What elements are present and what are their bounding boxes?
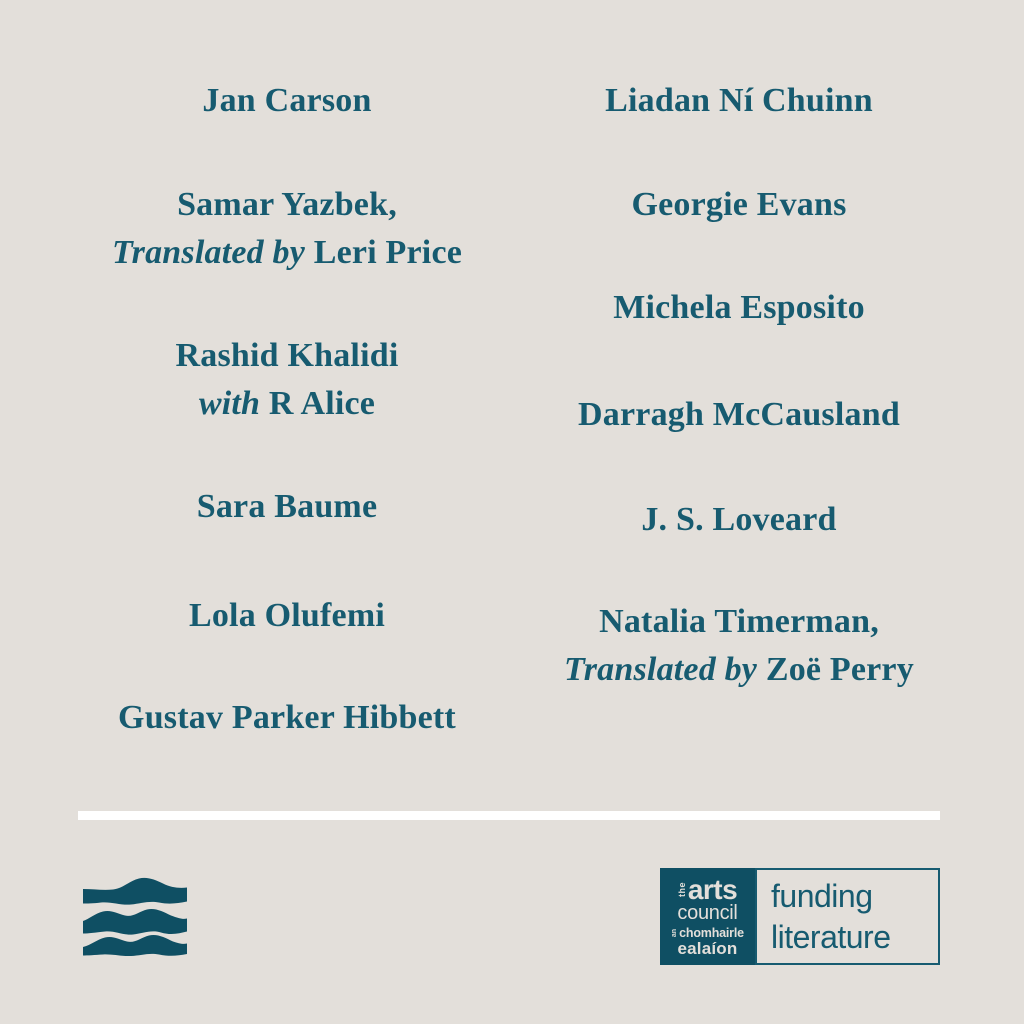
author-entry (479, 391, 999, 439)
author-entry-line: with R Alice (198, 385, 376, 422)
author-entry-line: Liadan Ní Chuinn (605, 82, 873, 119)
waves-icon (83, 876, 187, 956)
author-entry-line: Georgie Evans (631, 186, 847, 223)
author-entry (27, 77, 547, 125)
author-entry-line: Jan Carson (202, 82, 372, 119)
author-entry-line: Sara Baume (196, 488, 378, 525)
author-entry (479, 77, 999, 125)
author-entry (479, 598, 999, 694)
author-entry-line: Translated by Leri Price (111, 234, 463, 271)
arts-council-row-chomhairle (671, 927, 744, 940)
author-entry-line: Translated by Zoë Perry (564, 651, 914, 688)
arts-council-chomhairle-label: chomhairle (679, 925, 744, 940)
arts-council-logo (660, 868, 940, 965)
funding-label: funding (771, 877, 873, 914)
author-entry-line: Michela Esposito (613, 289, 865, 326)
author-entry-line: Natalia Timerman, (599, 603, 879, 640)
author-entry-line: Rashid Khalidi (175, 337, 399, 374)
arts-council-the-label: the (676, 882, 687, 898)
author-entry (27, 332, 547, 428)
author-entry (479, 181, 999, 229)
funding-literature-badge (755, 868, 940, 965)
author-entry-line: Samar Yazbek, (177, 186, 397, 223)
arts-council-row-arts (676, 873, 738, 905)
arts-council-badge (660, 868, 755, 965)
author-entry (27, 181, 547, 277)
author-entry (479, 284, 999, 332)
authors-column-left (27, 0, 547, 1024)
divider-line (78, 811, 940, 820)
author-entry (27, 483, 547, 531)
author-entry (27, 592, 547, 640)
author-entry-line: Gustav Parker Hibbett (118, 699, 456, 736)
literature-label: literature (771, 918, 891, 955)
arts-council-an-label: an (671, 928, 679, 938)
arts-council-arts-label: arts (687, 873, 738, 905)
author-entry (479, 496, 999, 544)
author-entry-line: Darragh McCausland (578, 396, 900, 433)
author-entry-line: J. S. Loveard (641, 501, 837, 538)
author-entry-line: Lola Olufemi (188, 597, 385, 634)
author-entry (27, 694, 547, 742)
arts-council-ealaion-label: ealaíon (677, 939, 738, 959)
arts-council-council-label: council (677, 901, 738, 924)
